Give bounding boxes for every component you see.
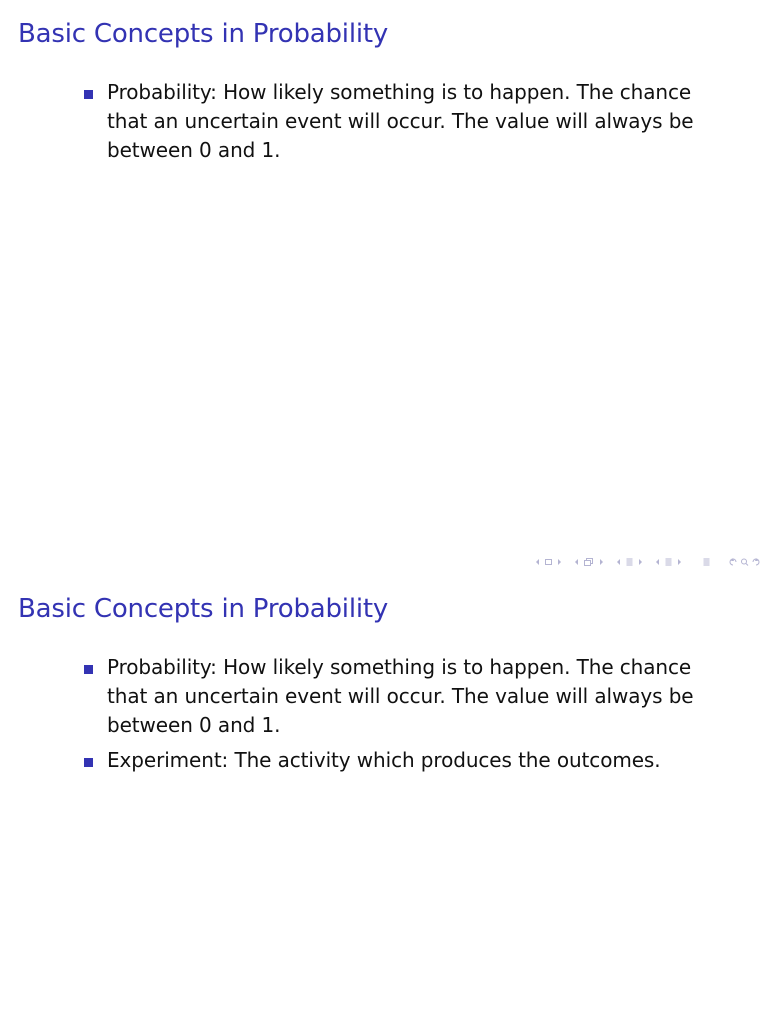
- slide-icon[interactable]: [664, 556, 673, 568]
- bullet-item-probability: [84, 78, 704, 165]
- next-section-arrow-icon[interactable]: [636, 556, 645, 568]
- slide-nav-group: [653, 556, 684, 568]
- next-slide-arrow-icon[interactable]: [675, 556, 684, 568]
- frame-icon[interactable]: [544, 556, 553, 568]
- bullet-item-experiment: [84, 746, 704, 775]
- bullet-text: Probability: How likely something is to happen. The chance that an uncertain event will occur. The value will always be between 0 and 1.: [107, 655, 694, 737]
- square-bullet-icon: [84, 90, 93, 99]
- next-frame-arrow-icon[interactable]: [555, 556, 564, 568]
- subsection-nav-group: [572, 556, 606, 568]
- forward-icon[interactable]: [751, 556, 760, 568]
- search-nav-group: [729, 556, 760, 568]
- beamer-navigation-bar: [527, 555, 760, 569]
- square-bullet-icon: [84, 665, 93, 674]
- back-icon[interactable]: [729, 556, 738, 568]
- prev-subsection-arrow-icon[interactable]: [572, 556, 581, 568]
- prev-frame-arrow-icon[interactable]: [533, 556, 542, 568]
- prev-slide-arrow-icon[interactable]: [653, 556, 662, 568]
- document-nav-group: [702, 556, 711, 568]
- document-icon[interactable]: [702, 556, 711, 568]
- next-subsection-arrow-icon[interactable]: [597, 556, 606, 568]
- bullet-item-probability: [84, 653, 704, 740]
- slide-2: [0, 575, 768, 1024]
- search-icon[interactable]: [740, 556, 749, 568]
- slide-title: Basic Concepts in Probability: [18, 594, 389, 624]
- frame-nav-group: [533, 556, 564, 568]
- bullet-list: [84, 653, 704, 781]
- square-bullet-icon: [84, 758, 93, 767]
- section-nav-group: [614, 556, 645, 568]
- bullet-list: [84, 78, 704, 171]
- section-icon[interactable]: [625, 556, 634, 568]
- prev-section-arrow-icon[interactable]: [614, 556, 623, 568]
- bullet-text: Experiment: The activity which produces the outcomes.: [107, 748, 661, 772]
- subsection-icon[interactable]: [583, 556, 595, 568]
- bullet-text: Probability: How likely something is to happen. The chance that an uncertain event will occur. The value will always be between 0 and 1.: [107, 80, 694, 162]
- slide-title: Basic Concepts in Probability: [18, 19, 389, 49]
